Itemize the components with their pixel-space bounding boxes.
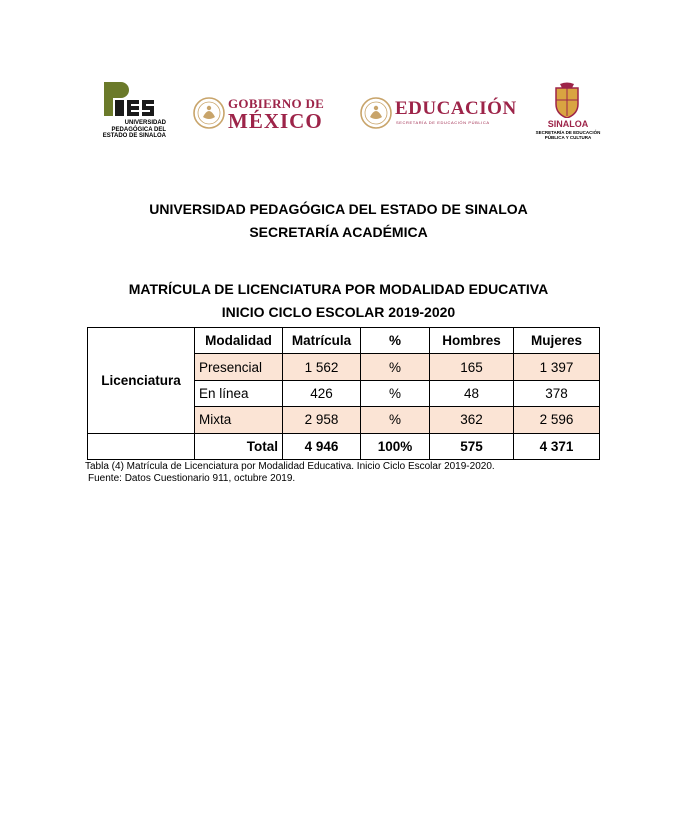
sinaloa-sub-line: SECRETARÍA DE EDUCACIÓN xyxy=(535,130,601,135)
cell-pct: % xyxy=(361,407,430,433)
national-seal-icon xyxy=(360,97,392,129)
total-hombres: 575 xyxy=(430,433,514,459)
enrollment-table xyxy=(87,327,600,460)
cell-modalidad: Mixta xyxy=(195,407,283,433)
cell-matricula: 426 xyxy=(283,380,361,406)
column-header: % xyxy=(361,328,430,354)
upes-mark-icon xyxy=(98,80,164,120)
cell-mujeres: 378 xyxy=(514,380,600,406)
column-header: Mujeres xyxy=(514,328,600,354)
cell-matricula: 1 562 xyxy=(283,354,361,380)
upes-text-line: UNIVERSIDAD xyxy=(124,120,166,126)
cell-modalidad: Presencial xyxy=(195,354,283,380)
educacion-logo xyxy=(360,95,517,135)
cell-hombres: 48 xyxy=(430,380,514,406)
cell-pct: % xyxy=(361,354,430,380)
total-mujeres: 4 371 xyxy=(514,433,600,459)
table-caption: Tabla (4) Matrícula de Licenciatura por Modalidad Educativa. Inicio Ciclo Escolar 2019-2020. xyxy=(85,461,495,472)
sinaloa-sub-line: PÚBLICA Y CULTURA xyxy=(544,135,592,140)
gobierno-mexico-logo xyxy=(193,95,328,135)
column-header: Hombres xyxy=(430,328,514,354)
office-name: SECRETARÍA ACADÉMICA xyxy=(249,224,428,240)
educacion-line1: EDUCACIÓN xyxy=(395,98,517,119)
cell-hombres: 165 xyxy=(430,354,514,380)
cell-mujeres: 2 596 xyxy=(514,407,600,433)
upes-logo xyxy=(96,80,166,144)
educacion-line2: SECRETARÍA DE EDUCACIÓN PÚBLICA xyxy=(396,120,490,125)
column-header: Matrícula xyxy=(283,328,361,354)
total-blank-cell xyxy=(88,433,195,459)
cell-matricula: 2 958 xyxy=(283,407,361,433)
national-seal-icon xyxy=(193,97,225,129)
cell-pct: % xyxy=(361,380,430,406)
sinaloa-name: SINALOA xyxy=(547,119,589,129)
total-label: Total xyxy=(195,433,283,459)
table-total-row xyxy=(88,433,600,459)
sinaloa-shield-icon xyxy=(554,82,580,118)
institution-name: UNIVERSIDAD PEDAGÓGICA DEL ESTADO DE SINALOA xyxy=(149,201,528,217)
total-pct: 100% xyxy=(361,433,430,459)
cell-modalidad: En línea xyxy=(195,380,283,406)
gobierno-line1: GOBIERNO DE xyxy=(228,96,325,111)
upes-text-line: ESTADO DE SINALOA xyxy=(102,133,166,139)
table-source: Fuente: Datos Cuestionario 911, octubre 2019. xyxy=(88,473,296,484)
cell-hombres: 362 xyxy=(430,407,514,433)
report-subtitle: INICIO CICLO ESCOLAR 2019-2020 xyxy=(221,304,456,320)
upes-text-line: PEDAGÓGICA DEL xyxy=(111,126,166,133)
total-matricula: 4 946 xyxy=(283,433,361,459)
gobierno-line2: MÉXICO xyxy=(228,109,323,133)
cell-mujeres: 1 397 xyxy=(514,354,600,380)
table-header-row xyxy=(88,328,600,354)
row-group-label: Licenciatura xyxy=(88,328,195,434)
report-title: MATRÍCULA DE LICENCIATURA POR MODALIDAD EDUCATIVA xyxy=(128,281,549,297)
sinaloa-logo xyxy=(528,82,608,146)
column-header: Modalidad xyxy=(195,328,283,354)
